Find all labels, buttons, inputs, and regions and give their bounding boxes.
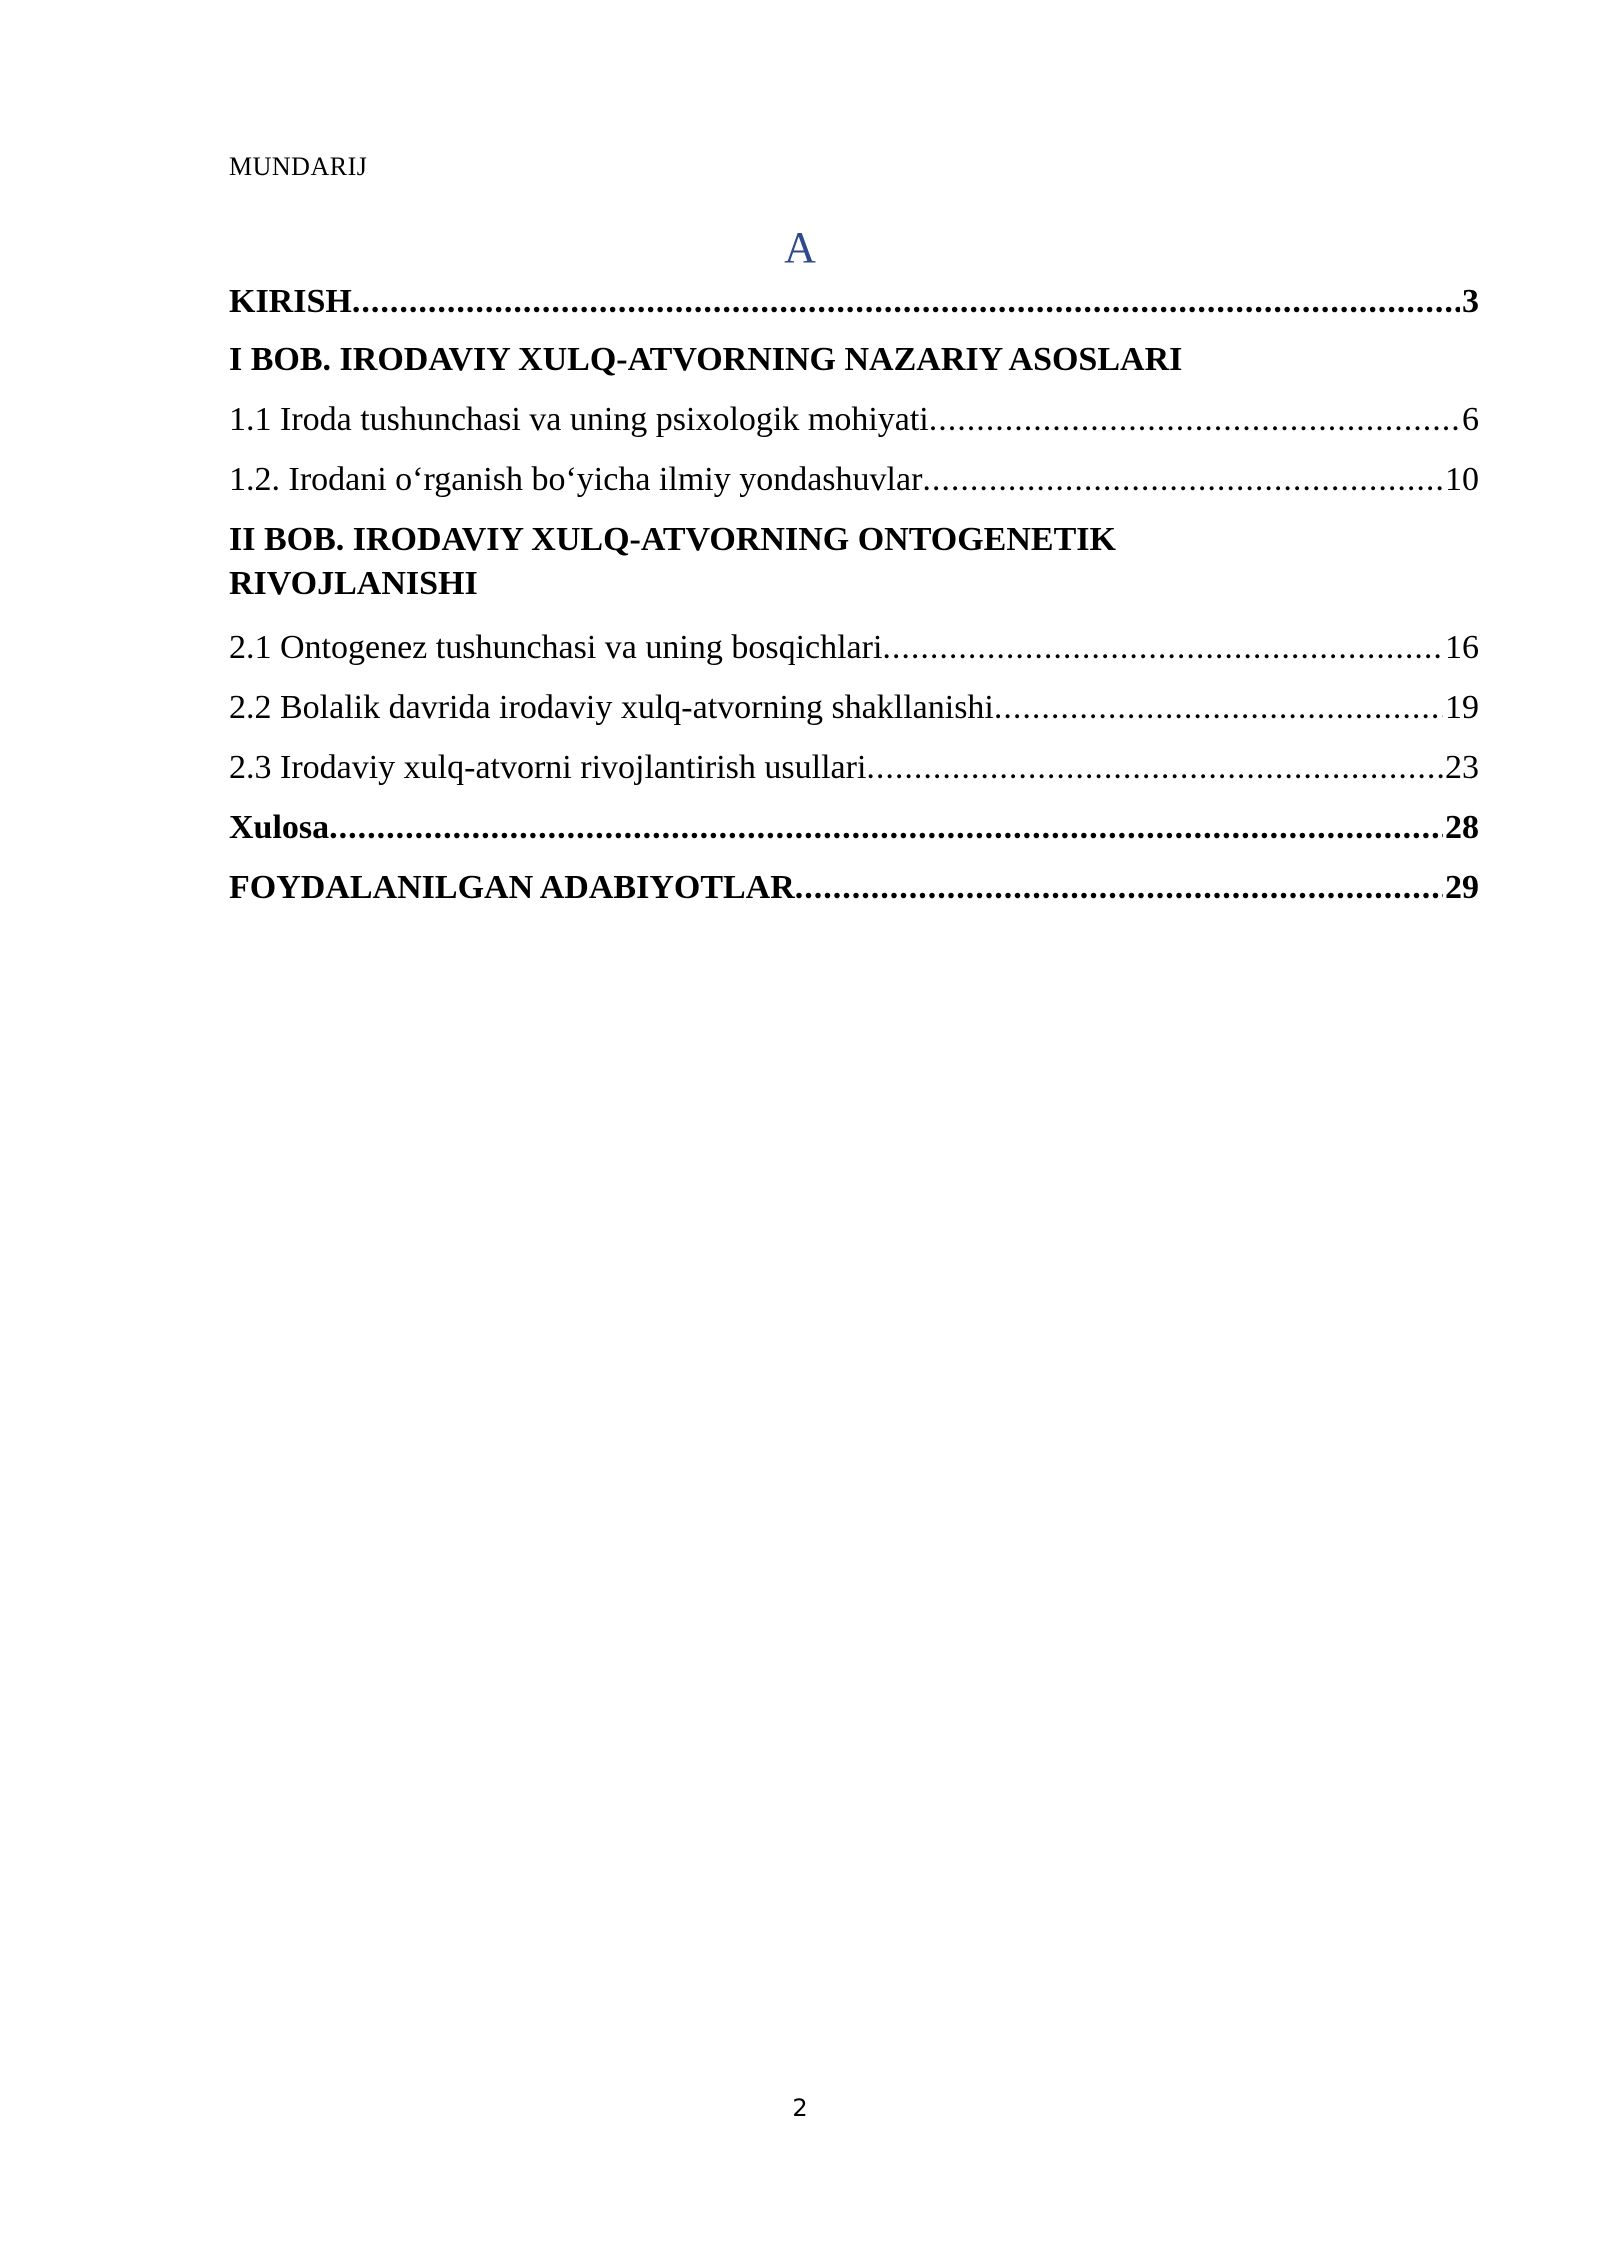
toc-entry-2-3[interactable]: [229, 746, 1479, 790]
toc-dot-leader: [352, 280, 1460, 324]
toc-entry-kirish[interactable]: [229, 280, 1479, 324]
toc-dot-leader: [329, 806, 1443, 850]
toc-entry-page: 23: [1445, 749, 1479, 786]
toc-entry-label: 2.3 Irodaviy xulq-atvorni rivojlantirish usullari: [229, 749, 867, 786]
toc-entry-page: 28: [1445, 809, 1479, 846]
toc-entry-page: 16: [1445, 629, 1479, 666]
toc-entry-label: FOYDALANILGAN ADABIYOTLAR: [229, 869, 795, 906]
page-number: 2: [792, 2094, 808, 2122]
toc-heading-part1: MUNDARIJ: [229, 152, 368, 181]
toc-dot-leader: [929, 398, 1460, 442]
toc-entry-label: KIRISH: [229, 283, 352, 320]
toc-entry-label: 2.2 Bolalik davrida irodaviy xulq-atvorning shakllanishi: [229, 689, 994, 726]
toc-dot-leader: [795, 866, 1443, 910]
table-of-contents: [229, 280, 1479, 910]
toc-entry-2-1[interactable]: [229, 626, 1479, 670]
toc-chapter-2[interactable]: [229, 518, 1479, 606]
toc-chapter-2-line2: RIVOJLANISHI: [229, 565, 478, 602]
toc-entry-label: 2.1 Ontogenez tushunchasi va uning bosqichlari: [229, 629, 883, 666]
toc-dot-leader: [866, 746, 1443, 790]
toc-entry-page: 19: [1445, 689, 1479, 726]
toc-entry-page: 10: [1445, 461, 1479, 498]
toc-entry-label: Xulosa: [229, 809, 330, 846]
toc-dot-leader: [882, 626, 1443, 670]
toc-entry-label: 1.2. Irodani o‘rganish bo‘yicha ilmiy yondashuvlar: [229, 461, 923, 498]
toc-entry-xulosa[interactable]: [229, 806, 1479, 850]
toc-entry-page: 6: [1462, 401, 1479, 438]
toc-entry-label: 1.1 Iroda tushunchasi va uning psixologik mohiyati: [229, 401, 929, 438]
toc-entry-1-1[interactable]: [229, 398, 1479, 442]
toc-entry-1-2[interactable]: [229, 458, 1479, 502]
toc-chapter-2-line1: II BOB. IRODAVIY XULQ-ATVORNING ONTOGENETIK: [229, 521, 1116, 558]
toc-entry-adabiyotlar[interactable]: [229, 866, 1479, 910]
toc-entry-2-2[interactable]: [229, 686, 1479, 730]
toc-dot-leader: [922, 458, 1443, 502]
toc-chapter-1[interactable]: I BOB. IRODAVIY XULQ-ATVORNING NAZARIY ASOSLARI: [229, 341, 1183, 378]
toc-dot-leader: [994, 686, 1443, 730]
toc-entry-page: 3: [1462, 283, 1479, 320]
toc-heading-part2: A: [784, 223, 816, 272]
toc-entry-page: 29: [1445, 869, 1479, 906]
